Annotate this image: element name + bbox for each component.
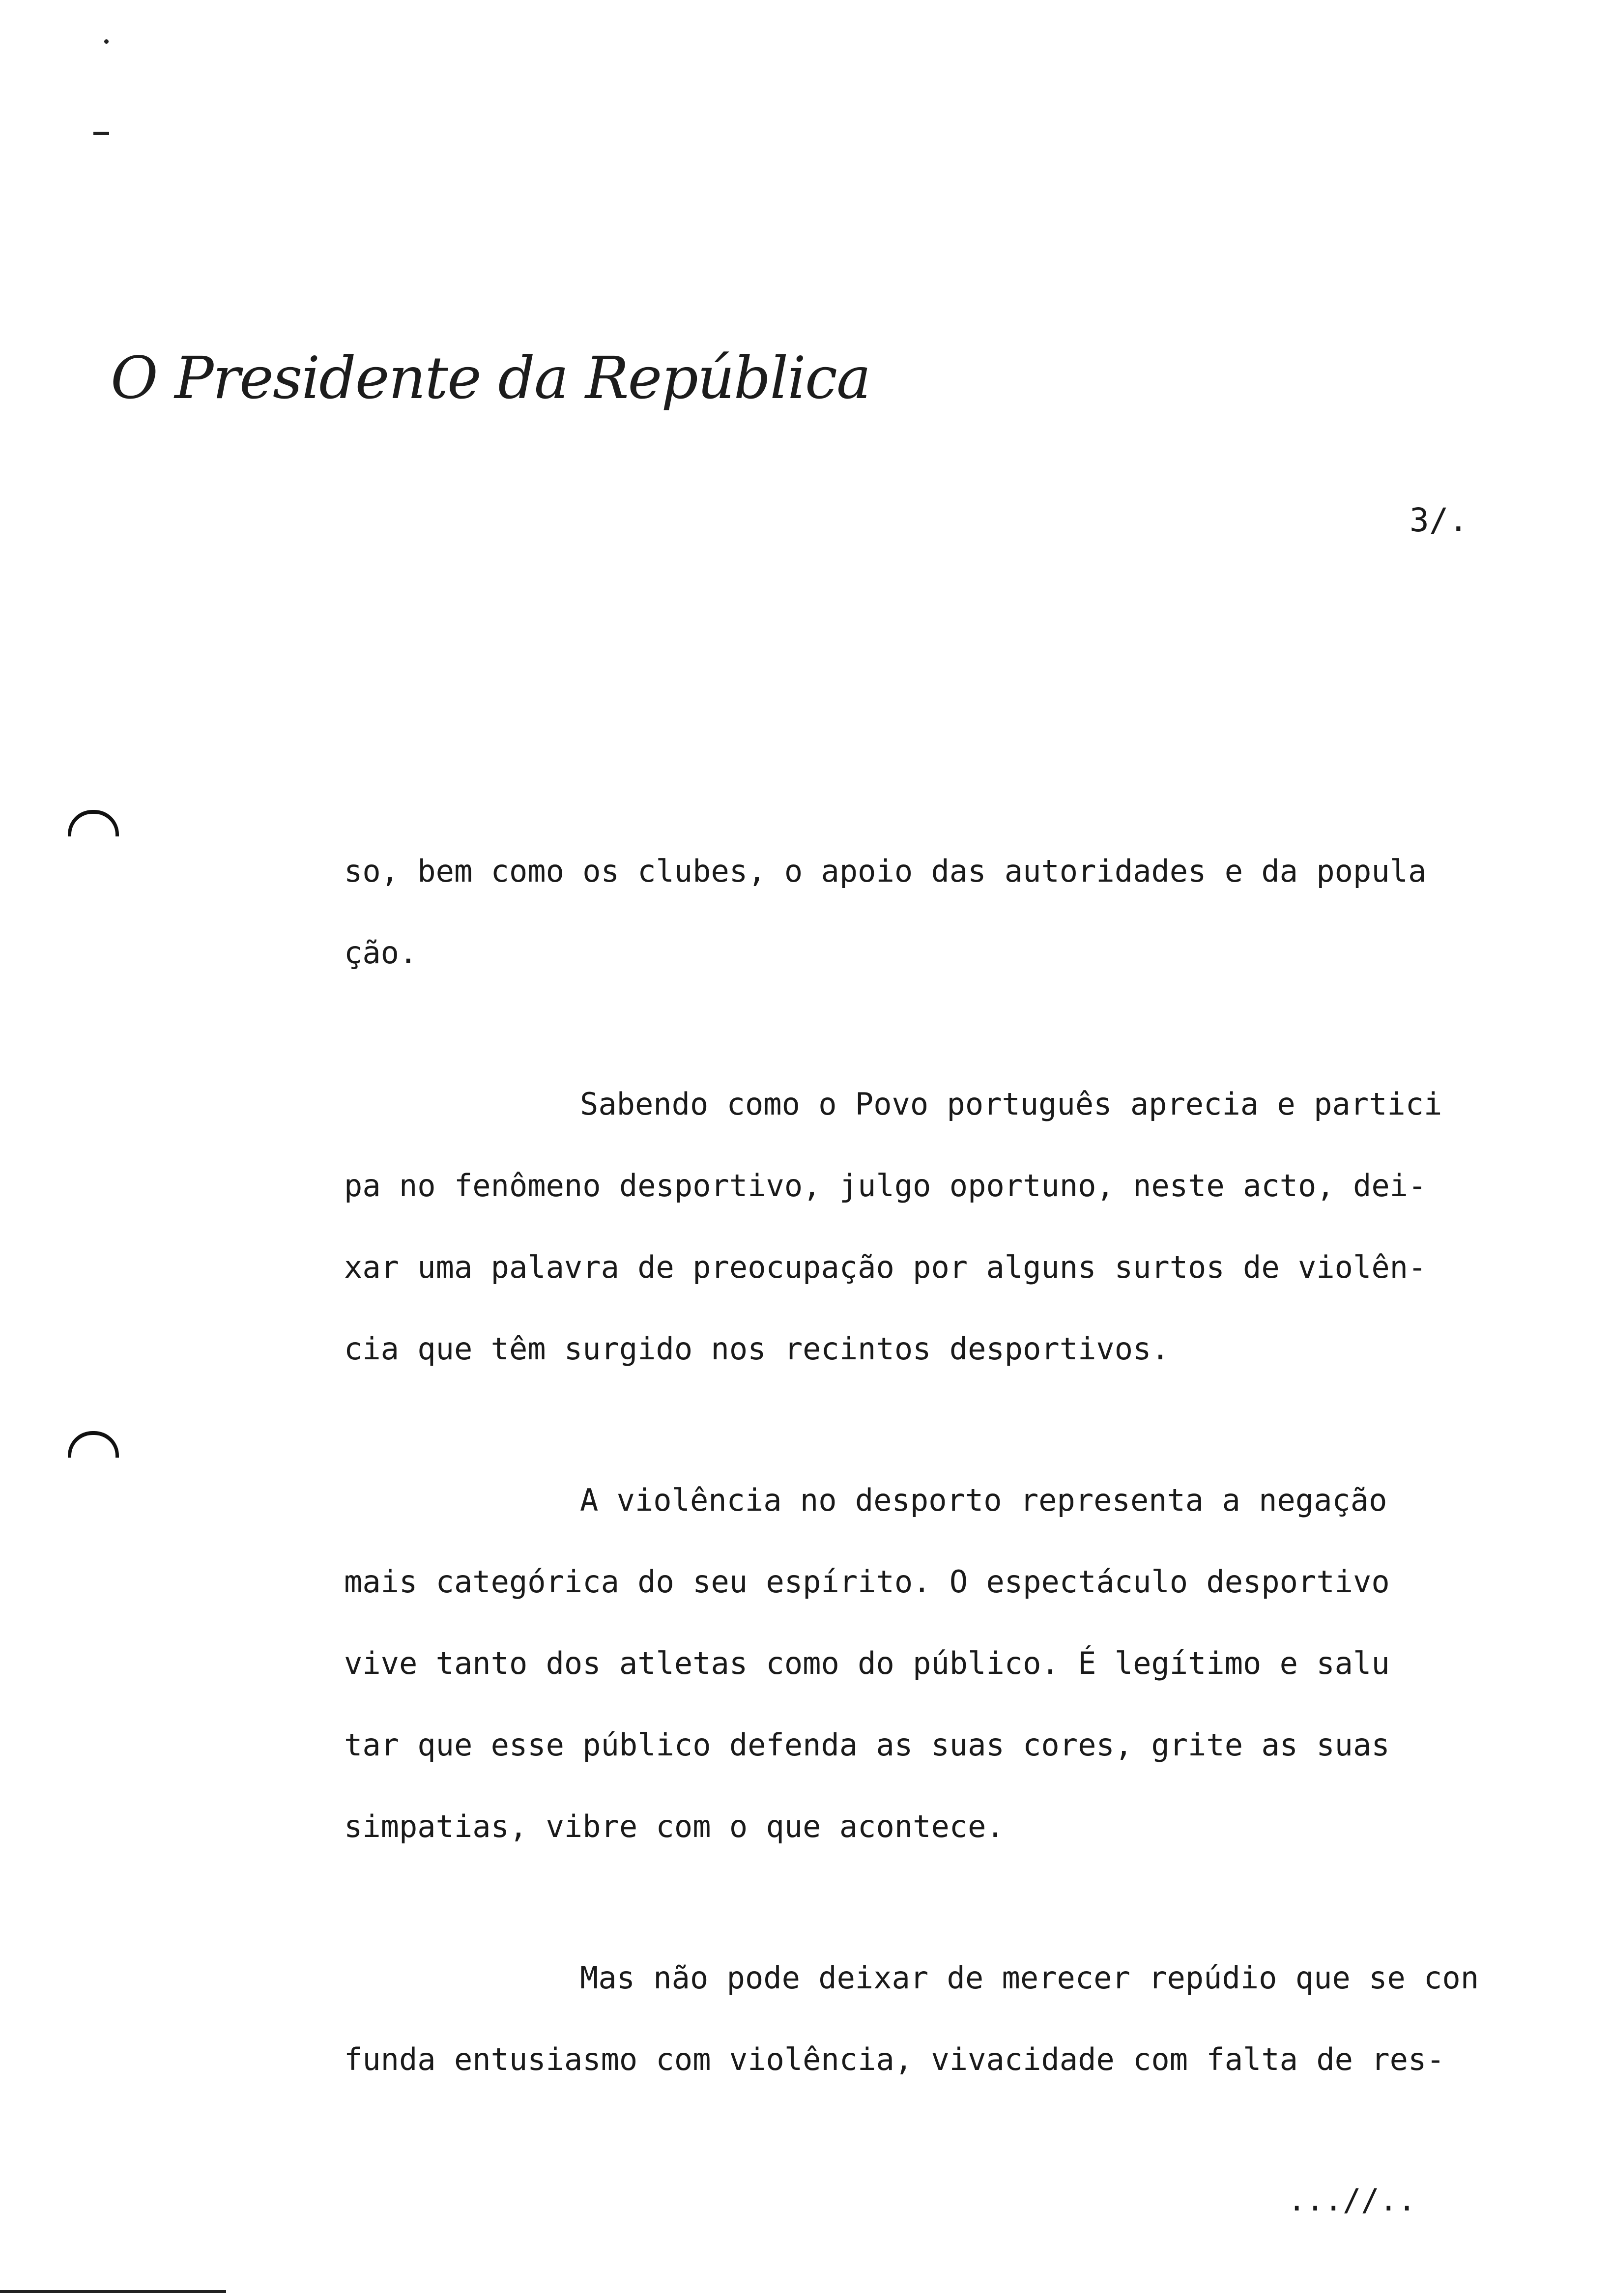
text-line: pa no fenômeno desportivo, julgo oportuno, neste acto, dei- (344, 1168, 1427, 1204)
punch-hole-mark (68, 1431, 119, 1458)
page-number: 3/. (1410, 501, 1468, 539)
text-line: Sabendo como o Povo português aprecia e partici (580, 1086, 1442, 1122)
text-line: mais categórica do seu espírito. O espectáculo desportivo (344, 1564, 1390, 1600)
continuation-mark: ...//.. (1288, 2182, 1416, 2218)
text-line: simpatias, vibre com o que acontece. (344, 1808, 1005, 1844)
text-line: cia que têm surgido nos recintos desportivos. (344, 1331, 1170, 1367)
scan-speck (104, 39, 109, 44)
text-line: tar que esse público defenda as suas cores, grite as suas (344, 1727, 1390, 1763)
text-line: vive tanto dos atletas como do público. É legítimo e salu (344, 1645, 1390, 1681)
text-line: so, bem como os clubes, o apoio das autoridades e da popula (344, 853, 1427, 889)
text-line: xar uma palavra de preocupação por alguns surtos de violên- (344, 1249, 1427, 1285)
scan-speck (93, 132, 109, 135)
paragraph-2 (344, 1063, 1563, 1390)
text-line: Mas não pode deixar de merecer repúdio que se con (580, 1960, 1479, 1996)
scan-edge-line (0, 2290, 226, 2293)
paragraph-3 (344, 1460, 1563, 1867)
paragraph-4 (344, 1937, 1563, 2100)
punch-hole-mark (68, 810, 119, 836)
letterhead: O Presidente da República (111, 344, 870, 412)
text-line: A violência no desporto representa a negação (580, 1482, 1387, 1518)
text-line: funda entusiasmo com violência, vivacidade com falta de res- (344, 2041, 1445, 2077)
paragraph-1 (344, 831, 1563, 994)
text-line: ção. (344, 935, 418, 971)
body-text (344, 831, 1563, 2170)
